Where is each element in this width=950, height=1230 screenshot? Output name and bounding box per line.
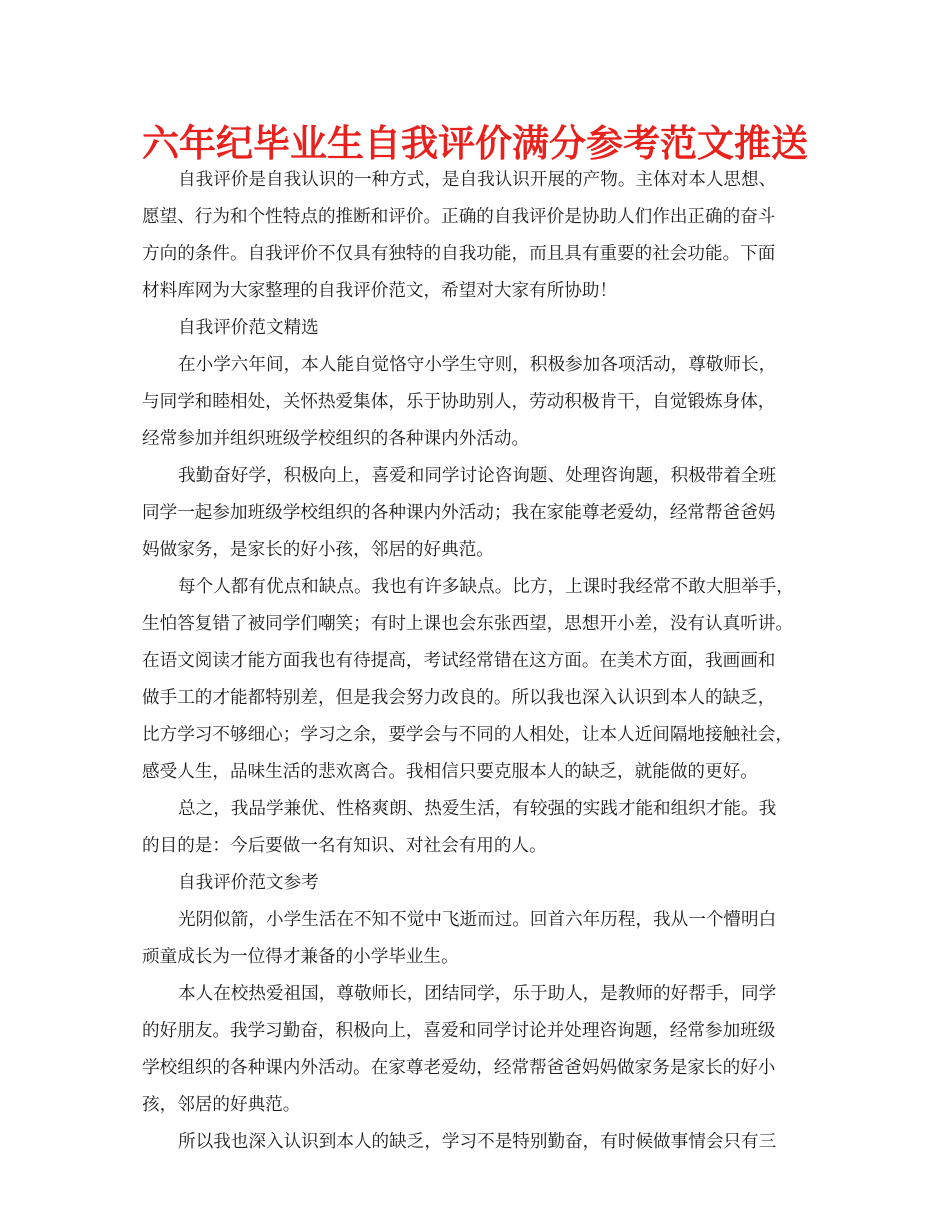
paragraph-line: 妈做家务，是家长的好小孩，邻居的好典范。: [142, 540, 494, 560]
section-heading: 自我评价范文参考: [178, 873, 319, 893]
paragraph-line: 顽童成长为一位得才兼备的小学毕业生。: [142, 947, 459, 967]
paragraph-line: 所以我也深入认识到本人的缺乏，学习不是特别勤奋，有时候做事情会只有三: [178, 1132, 777, 1152]
paragraph-line: 总之，我品学兼优、性格爽朗、热爱生活，有较强的实践才能和组织才能。我: [178, 799, 777, 819]
paragraph-line: 在语文阅读才能方面我也有待提高，考试经常错在这方面。在美术方面，我画画和: [142, 651, 776, 671]
paragraph-line: 与同学和睦相处，关怀热爱集体，乐于协助别人，劳动积极肯干，自觉锻炼身体，: [142, 392, 776, 412]
document-title: 六年纪毕业生自我评价满分参考范文推送: [142, 122, 808, 165]
paragraph-line: 同学一起参加班级学校组织的各种课内外活动；我在家能尊老爱幼，经常帮爸爸妈: [142, 503, 776, 523]
paragraph-line: 经常参加并组织班级学校组织的各种课内外活动。: [142, 429, 530, 449]
paragraph-line: 的好朋友。我学习勤奋，积极向上，喜爱和同学讨论并处理咨询题，经常参加班级: [142, 1021, 776, 1041]
paragraph-line: 做手工的才能都特别差，但是我会努力改良的。所以我也深入认识到本人的缺乏，: [142, 688, 776, 708]
section-heading: 自我评价范文精选: [178, 318, 319, 338]
paragraph-line: 学校组织的各种课内外活动。在家尊老爱幼，经常帮爸爸妈妈做家务是家长的好小: [142, 1058, 776, 1078]
paragraph-line: 材料库网为大家整理的自我评价范文，希望对大家有所协助！: [142, 281, 618, 301]
paragraph-line: 自我评价是自我认识的一种方式，是自我认识开展的产物。主体对本人思想、: [178, 170, 777, 190]
paragraph-line: 比方学习不够细心；学习之余，要学会与不同的人相处，让本人近间隔地接触社会，: [142, 725, 793, 745]
paragraph-line: 孩，邻居的好典范。: [142, 1095, 301, 1115]
paragraph-line: 方向的条件。自我评价不仅具有独特的自我功能，而且具有重要的社会功能。下面: [142, 244, 776, 264]
paragraph-line: 愿望、行为和个性特点的推断和评价。正确的自我评价是协助人们作出正确的奋斗: [142, 207, 776, 227]
paragraph-line: 在小学六年间，本人能自觉恪守小学生守则，积极参加各项活动，尊敬师长，: [178, 355, 777, 375]
paragraph-line: 光阴似箭，小学生活在不知不觉中飞逝而过。回首六年历程，我从一个懵明白: [178, 910, 777, 930]
paragraph-line: 每个人都有优点和缺点。我也有许多缺点。比方，上课时我经常不敢大胆举手，: [178, 577, 794, 597]
paragraph-line: 本人在校热爱祖国，尊敬师长，团结同学，乐于助人，是教师的好帮手，同学: [178, 984, 777, 1004]
paragraph-line: 感受人生，品味生活的悲欢离合。我相信只要克服本人的缺乏，就能做的更好。: [142, 762, 758, 782]
paragraph-line: 的目的是：今后要做一名有知识、对社会有用的人。: [142, 836, 547, 856]
paragraph-line: 我勤奋好学，积极向上，喜爱和同学讨论咨询题、处理咨询题，积极带着全班: [178, 466, 777, 486]
paragraph-line: 生怕答复错了被同学们嘲笑；有时上课也会东张西望，思想开小差，没有认真听讲。: [142, 614, 793, 634]
